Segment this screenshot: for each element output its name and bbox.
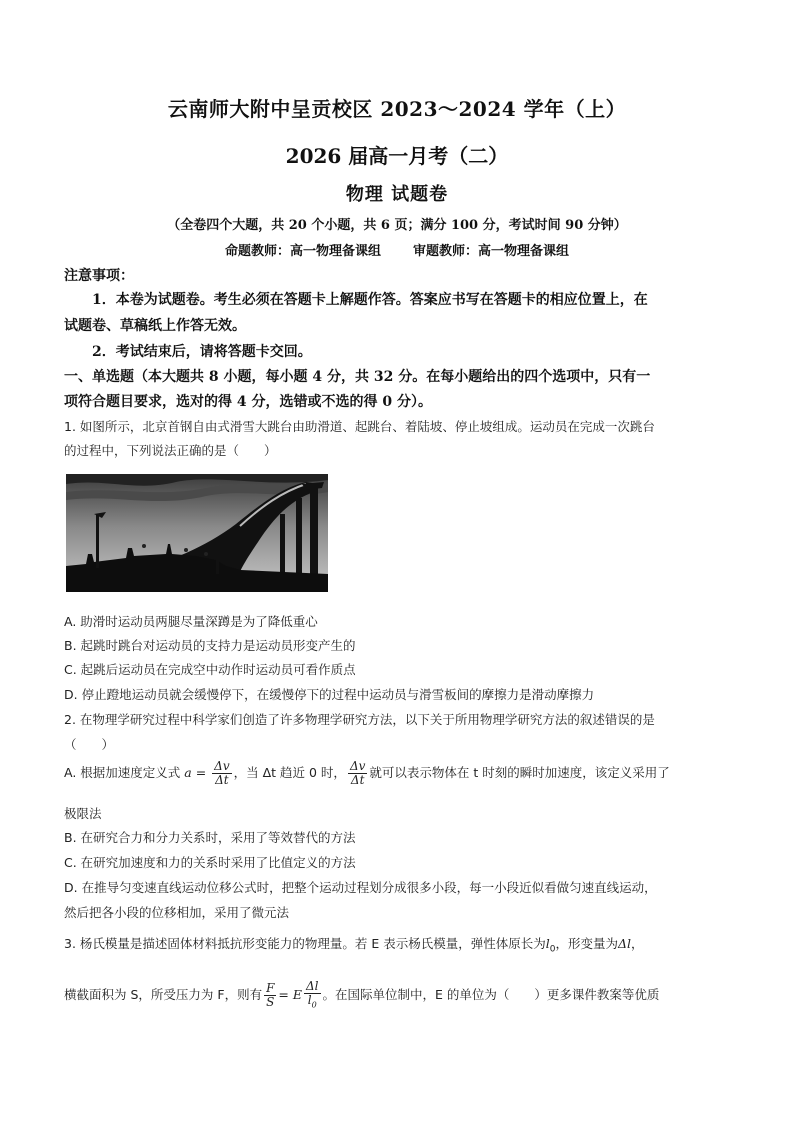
q1-option-a: A. 助滑时运动员两腿尽量深蹲是为了降低重心	[64, 614, 318, 629]
q3-line2-pre: 横截面积为 S，所受压力为 F，则有	[64, 987, 263, 1003]
q3-stem-cont	[64, 980, 659, 1011]
exam-title: 2026 届高一月考（二）	[285, 144, 509, 168]
q2-option-a-pre: A. 根据加速度定义式	[64, 765, 181, 780]
q3-line2-post: 。在国际单位制中，E 的单位为（ ）更多课件教案等优质	[322, 987, 660, 1003]
exam-info: （全卷四个大题，共 20 个小题，共 6 页；满分 100 分，考试时间 90 分钟）	[167, 218, 627, 233]
q3-stem-end: ，	[631, 936, 644, 951]
q2-stem-cont: （ ）	[64, 737, 115, 752]
notice-item-1-cont: 试题卷、草稿纸上作答无效。	[64, 318, 246, 334]
subject-title: 物理 试题卷	[345, 184, 449, 205]
q2-option-a-mid: ，当 Δt 趋近 0 时，	[233, 765, 346, 780]
q2-option-a-post: 就可以表示物体在 t 时刻的瞬时加速度，该定义采用了	[369, 765, 670, 780]
fraction-numerator-2: Δv	[349, 759, 366, 773]
l0-denominator	[304, 994, 321, 1011]
setter-label: 命题教师：高一物理备课组	[224, 244, 381, 259]
l0-symbol: l	[545, 936, 550, 951]
ski-jump-photo	[66, 474, 328, 592]
q1-stem: 1. 如图所示，北京首钢自由式滑雪大跳台由助滑道、起跳台、着陆坡、停止坡组成。运动员在完成一次跳台	[64, 419, 655, 434]
fraction-denominator-2: Δt	[350, 773, 365, 787]
e-equals: = E	[278, 987, 302, 1003]
school-title: 云南师大附中呈贡校区 2023～2024 学年（上）	[167, 97, 627, 121]
q3-stem-mid: ，形变量为	[555, 936, 618, 951]
q1-option-d: D. 停止蹬地运动员就会缓慢停下，在缓慢停下的过程中运动员与滑雪板间的摩擦力是滑动摩擦力	[64, 687, 595, 702]
q1-option-c: C. 起跳后运动员在完成空中动作时运动员可看作质点	[64, 662, 356, 677]
q3-stem-pre: 3. 杨氏模量是描述固体材料抵抗形变能力的物理量。若 E 表示杨氏模量，弹性体原长为	[64, 936, 546, 951]
dl-over-l0-fraction	[304, 980, 321, 1011]
notice-item-2: 2．考试结束后，请将答题卡交回。	[92, 344, 312, 360]
equals-sign: =	[195, 765, 207, 780]
l0-den-symbol: l	[307, 993, 312, 1007]
q2-option-d-cont: 然后把各小段的位移相加，采用了微元法	[64, 905, 290, 920]
q2-option-c: C. 在研究加速度和力的关系时采用了比值定义的方法	[64, 855, 356, 870]
fraction-numerator: Δv	[214, 759, 230, 773]
section-heading: 一、单选题（本大题共 8 小题，每小题 4 分，共 32 分。在每小题给出的四个选项中，只有一	[64, 369, 651, 385]
fraction-denominator: Δt	[215, 773, 229, 787]
q2-option-d: D. 在推导匀变速直线运动位移公式时，把整个运动过程划分成很多小段，每一小段近似看做匀速直线运动，	[64, 880, 657, 895]
dv-dt-fraction	[212, 760, 231, 787]
q2-stem: 2. 在物理学研究过程中科学家们创造了许多物理学研究方法，以下关于所用物理学研究方法的叙述错误的是	[64, 712, 655, 727]
q3-stem	[64, 934, 644, 955]
notice-heading: 注意事项：	[64, 268, 134, 284]
reviewer-label: 审题教师：高一物理备课组	[413, 244, 570, 259]
accel-symbol: a	[184, 765, 192, 780]
delta-l-symbol: Δl	[618, 936, 632, 951]
l0-subscript: 0	[549, 944, 556, 955]
f-numerator: F	[266, 981, 275, 996]
q2-option-a	[64, 760, 670, 787]
section-heading-cont: 项符合题目要求，选对的得 4 分，选错或不选的得 0 分）。	[64, 394, 432, 410]
teacher-info	[0, 240, 794, 259]
f-over-s-fraction	[264, 982, 276, 1009]
dl-numerator: Δl	[305, 979, 319, 993]
s-denominator: S	[266, 995, 275, 1010]
l0-den-subscript: 0	[311, 1000, 317, 1010]
q2-option-a-cont: 极限法	[64, 806, 102, 821]
q1-stem-cont: 的过程中，下列说法正确的是（ ）	[64, 443, 277, 458]
q2-option-b: B. 在研究合力和分力关系时，采用了等效替代的方法	[64, 830, 356, 845]
notice-item-1: 1．本卷为试题卷。考生必须在答题卡上解题作答。答案应书写在答题卡的相应位置上，在	[92, 292, 648, 308]
dv-dt-fraction-2	[348, 760, 367, 787]
q1-option-b: B. 起跳时跳台对运动员的支持力是运动员形变产生的	[64, 638, 356, 653]
